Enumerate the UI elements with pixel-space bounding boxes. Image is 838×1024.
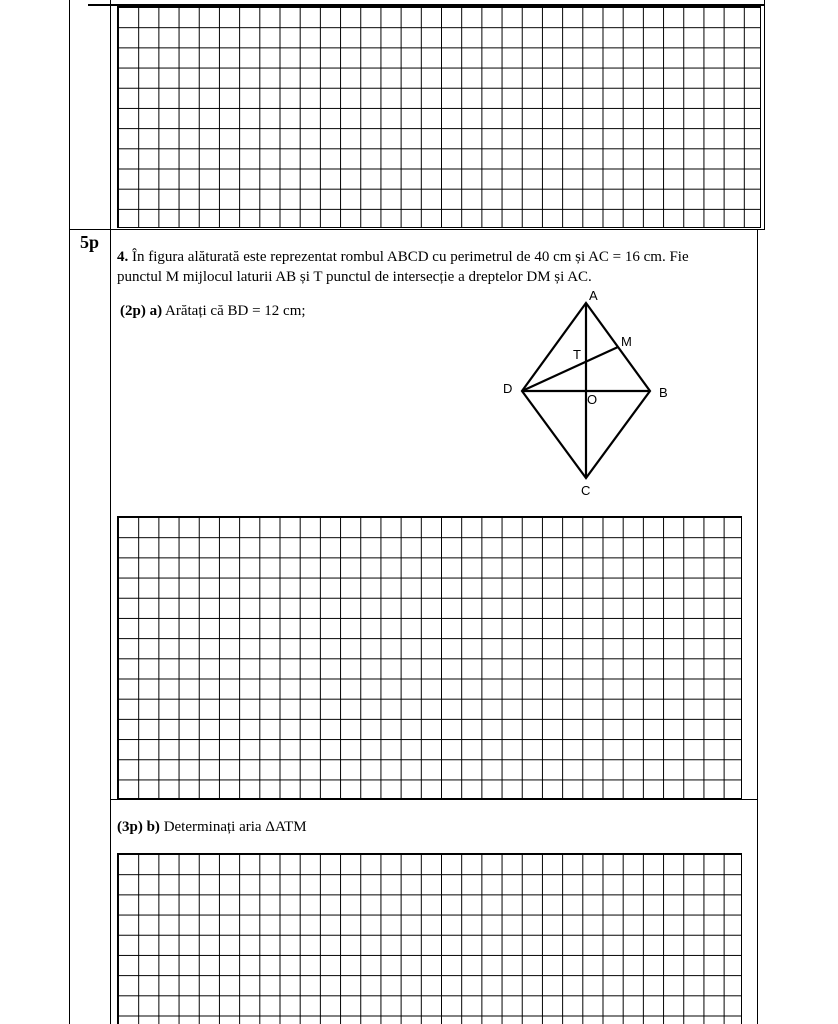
section-divider <box>69 229 764 230</box>
part-a-points: (2p) <box>120 303 146 319</box>
problem-number: 4. <box>117 249 129 265</box>
part-divider <box>110 799 758 800</box>
label-a: A <box>589 288 598 303</box>
segment-dm <box>522 347 618 391</box>
points-column-border <box>110 0 111 1024</box>
problem-line-1 <box>117 247 747 267</box>
section-points: 5p <box>80 232 100 252</box>
problem-text-1: În figura alăturată este reprezentat rombul ABCD cu perimetrul de 40 cm și AC = 16 cm. Fie <box>132 249 689 265</box>
part-a-letter: a) <box>149 303 163 319</box>
rhombus-figure <box>490 285 710 505</box>
part-b-prompt <box>117 819 307 836</box>
right-page-border <box>764 0 765 230</box>
label-o: O <box>587 392 598 407</box>
problem-statement <box>117 247 747 287</box>
part-a-prompt <box>120 303 306 320</box>
label-b: B <box>659 385 668 400</box>
part-b-points: (3p) <box>117 819 143 835</box>
right-page-border-lower <box>757 230 758 1024</box>
answer-grid-part-b[interactable] <box>117 853 742 1024</box>
problem-text-2: punctul M mijlocul laturii AB și T punctul de intersecție a dreptelor DM și AC. <box>117 269 592 285</box>
part-b-text: Determinați aria ΔATM <box>163 819 307 835</box>
answer-grid-top[interactable] <box>117 6 761 228</box>
left-page-border <box>69 0 70 1024</box>
answer-grid-part-a[interactable] <box>117 516 742 799</box>
label-t: T <box>573 347 581 362</box>
label-c: C <box>581 483 591 498</box>
label-m: M <box>621 334 632 349</box>
part-b-letter: b) <box>146 819 160 835</box>
label-d: D <box>503 381 513 396</box>
part-a-text: Arătați că BD = 12 cm; <box>165 303 306 319</box>
